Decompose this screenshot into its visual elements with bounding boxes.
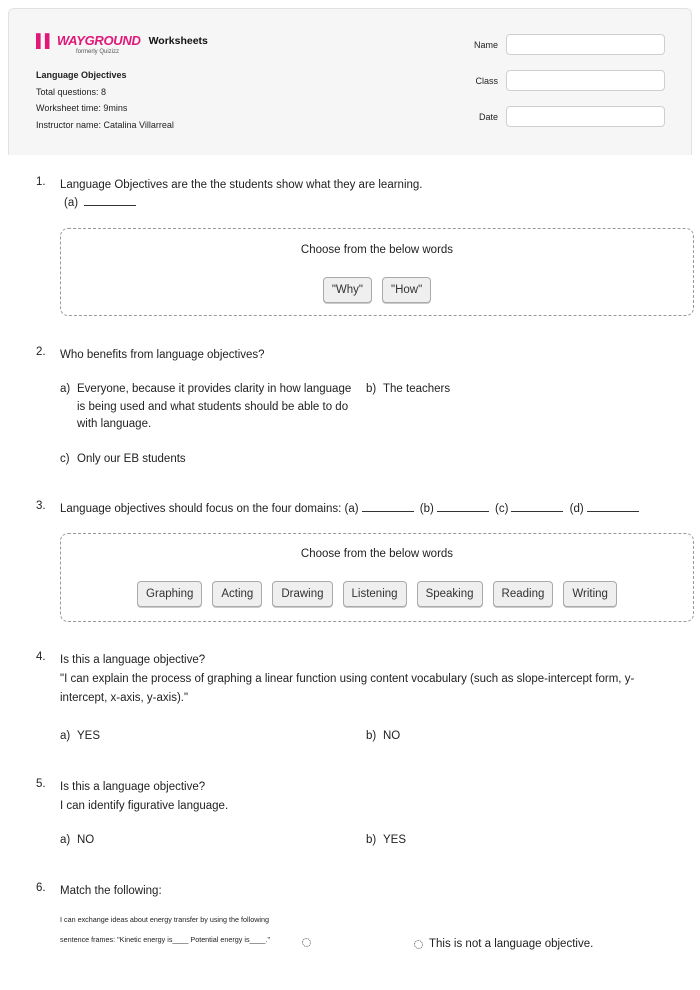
class-input[interactable]: [506, 70, 665, 91]
word-bank-title: Choose from the below words: [300, 548, 454, 560]
answer-blank[interactable]: [437, 502, 489, 512]
match-left-text: I can exchange ideas about energy transfer by using the following sentence frames: "Kinetic energy is____ Potential energy is____.": [60, 915, 271, 944]
blank-label: (c): [495, 503, 509, 515]
blank-label: (a): [64, 197, 79, 209]
word-chip[interactable]: Listening: [343, 581, 407, 607]
word-chip[interactable]: "Why": [323, 277, 372, 303]
option-letter: b): [366, 834, 377, 846]
word-bank-3: [60, 533, 694, 622]
question-text: Is this a language objective?: [60, 654, 206, 666]
match-connector-icon[interactable]: [302, 938, 311, 947]
question-text: Language objectives should focus on the four domains:: [60, 503, 342, 515]
name-label: Name: [473, 39, 498, 50]
option-text: The teachers: [383, 383, 451, 395]
match-left-item[interactable]: [60, 910, 298, 949]
answer-blank[interactable]: [511, 502, 563, 512]
word-bank-title: Choose from the below words: [300, 244, 454, 256]
question-number: 1.: [36, 176, 46, 188]
blank-label: (b): [419, 503, 434, 515]
option-text: Everyone, because it provides clarity in how language is being used and what students should be able to do with language.: [77, 383, 352, 430]
word-chip[interactable]: Speaking: [417, 581, 483, 607]
worksheet-title: Language Objectives: [36, 70, 127, 80]
wayground-logo: ▌▌ WAYGROUND: [36, 33, 141, 48]
question-number: 5.: [36, 778, 46, 790]
blank-label: (d): [569, 503, 584, 515]
date-input[interactable]: [506, 106, 665, 127]
total-questions: Total questions: 8: [36, 86, 107, 97]
option-text: Only our EB students: [77, 453, 186, 465]
logo-subtext: formerly Quizizz: [76, 49, 120, 55]
question-number: 4.: [36, 651, 46, 663]
question-text: Match the following:: [60, 885, 162, 897]
name-input[interactable]: [506, 34, 665, 55]
question-number: 6.: [36, 882, 46, 894]
word-chip[interactable]: Reading: [493, 581, 554, 607]
option-letter: a): [60, 383, 71, 395]
option-text: NO: [383, 730, 401, 742]
word-bank-1: [60, 228, 694, 316]
option-letter: a): [60, 834, 71, 846]
worksheet-header: [8, 8, 692, 155]
question-text: Is this a language objective?: [60, 781, 206, 793]
match-connector-icon[interactable]: [414, 940, 423, 949]
question-number: 2.: [36, 346, 46, 358]
date-label: Date: [478, 111, 498, 122]
answer-blank[interactable]: [84, 196, 136, 206]
word-chip[interactable]: Writing: [563, 581, 617, 607]
name-field: [458, 34, 665, 55]
option-text: YES: [383, 834, 407, 846]
option-letter: a): [60, 730, 71, 742]
option-letter: b): [366, 730, 377, 742]
answer-blank[interactable]: [362, 502, 414, 512]
instructor-name: Instructor name: Catalina Villarreal: [36, 119, 174, 130]
option-letter: c): [60, 453, 70, 465]
word-chip[interactable]: Drawing: [272, 581, 332, 607]
question-number: 3.: [36, 500, 46, 512]
option-text: YES: [77, 730, 101, 742]
date-field: [458, 106, 665, 127]
class-label: Class: [475, 75, 498, 86]
word-chip[interactable]: Graphing: [137, 581, 202, 607]
worksheet-time: Worksheet time: 9mins: [36, 103, 128, 113]
option-text: NO: [77, 834, 95, 846]
product-name: Worksheets: [148, 34, 208, 47]
question-quote: "I can explain the process of graphing a linear function using content vocabulary (such as slope-intercept form, y-intercept, x-axis, y-axis).": [60, 673, 635, 704]
logo-bars-icon: ▌▌: [36, 33, 54, 48]
word-chip[interactable]: Acting: [212, 581, 262, 607]
option-letter: b): [366, 383, 377, 395]
question-text: Language Objectives are the the students show what they are learning.: [60, 179, 423, 191]
question-quote: I can identify figurative language.: [60, 800, 229, 812]
answer-blank[interactable]: [587, 502, 639, 512]
blank-label: (a): [344, 503, 359, 515]
question-text: Who benefits from language objectives?: [60, 349, 265, 361]
worksheet-meta: [36, 67, 174, 133]
word-chip[interactable]: "How": [382, 277, 431, 303]
class-field: [458, 70, 665, 91]
match-right-text: This is not a language objective.: [429, 938, 594, 950]
match-right-item[interactable]: [429, 936, 689, 954]
brand: [36, 33, 208, 55]
